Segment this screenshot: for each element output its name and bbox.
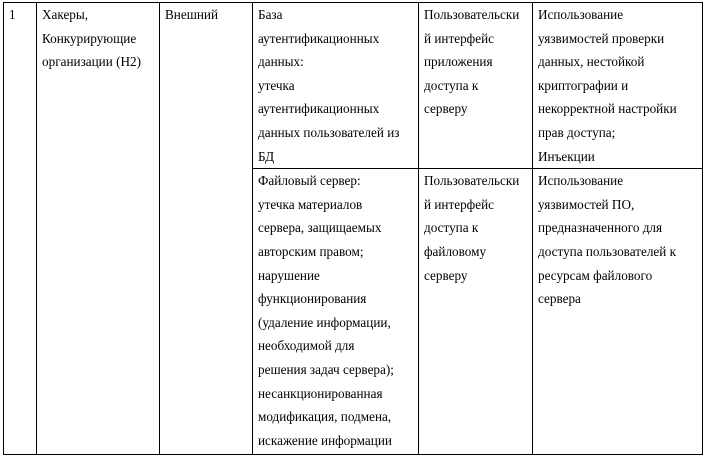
violator-type: Внешний [165, 7, 219, 22]
method-cell [533, 169, 703, 455]
target-object-cell [253, 169, 419, 455]
threat-source-cell [37, 3, 160, 455]
target-object: База аутентификационных данных: утечка аутентификационных данных пользователей из БД [258, 7, 400, 164]
target-object: Файловый сервер: утечка материалов сервера, защищаемых авторским правом; нарушение функционирования (удаление информации, необходимой для решения задач сервера); несанкционированная модификация, подмена, искажение информации [258, 173, 394, 448]
target-object-cell [253, 3, 419, 169]
interface: Пользовательски й интерфейс доступа к файловому серверу [424, 173, 520, 283]
interface-cell [419, 169, 533, 455]
method: Использование уязвимостей ПО, предназначенного для доступа пользователей к ресурсам файлового сервера [538, 173, 677, 307]
threat-table [3, 2, 703, 455]
violator-type-cell [160, 3, 253, 455]
method: Использование уязвимостей проверки данных, нестойкой криптографии и некорректной настройки прав доступа; Инъекции [538, 7, 677, 164]
table-row [4, 3, 703, 169]
interface-cell [419, 3, 533, 169]
threat-source: Хакеры, Конкурирующие организации (Н2) [42, 7, 141, 70]
interface: Пользовательски й интерфейс приложения доступа к серверу [424, 7, 520, 117]
method-cell [533, 3, 703, 169]
row-number-cell [4, 3, 37, 455]
row-number: 1 [9, 7, 16, 22]
